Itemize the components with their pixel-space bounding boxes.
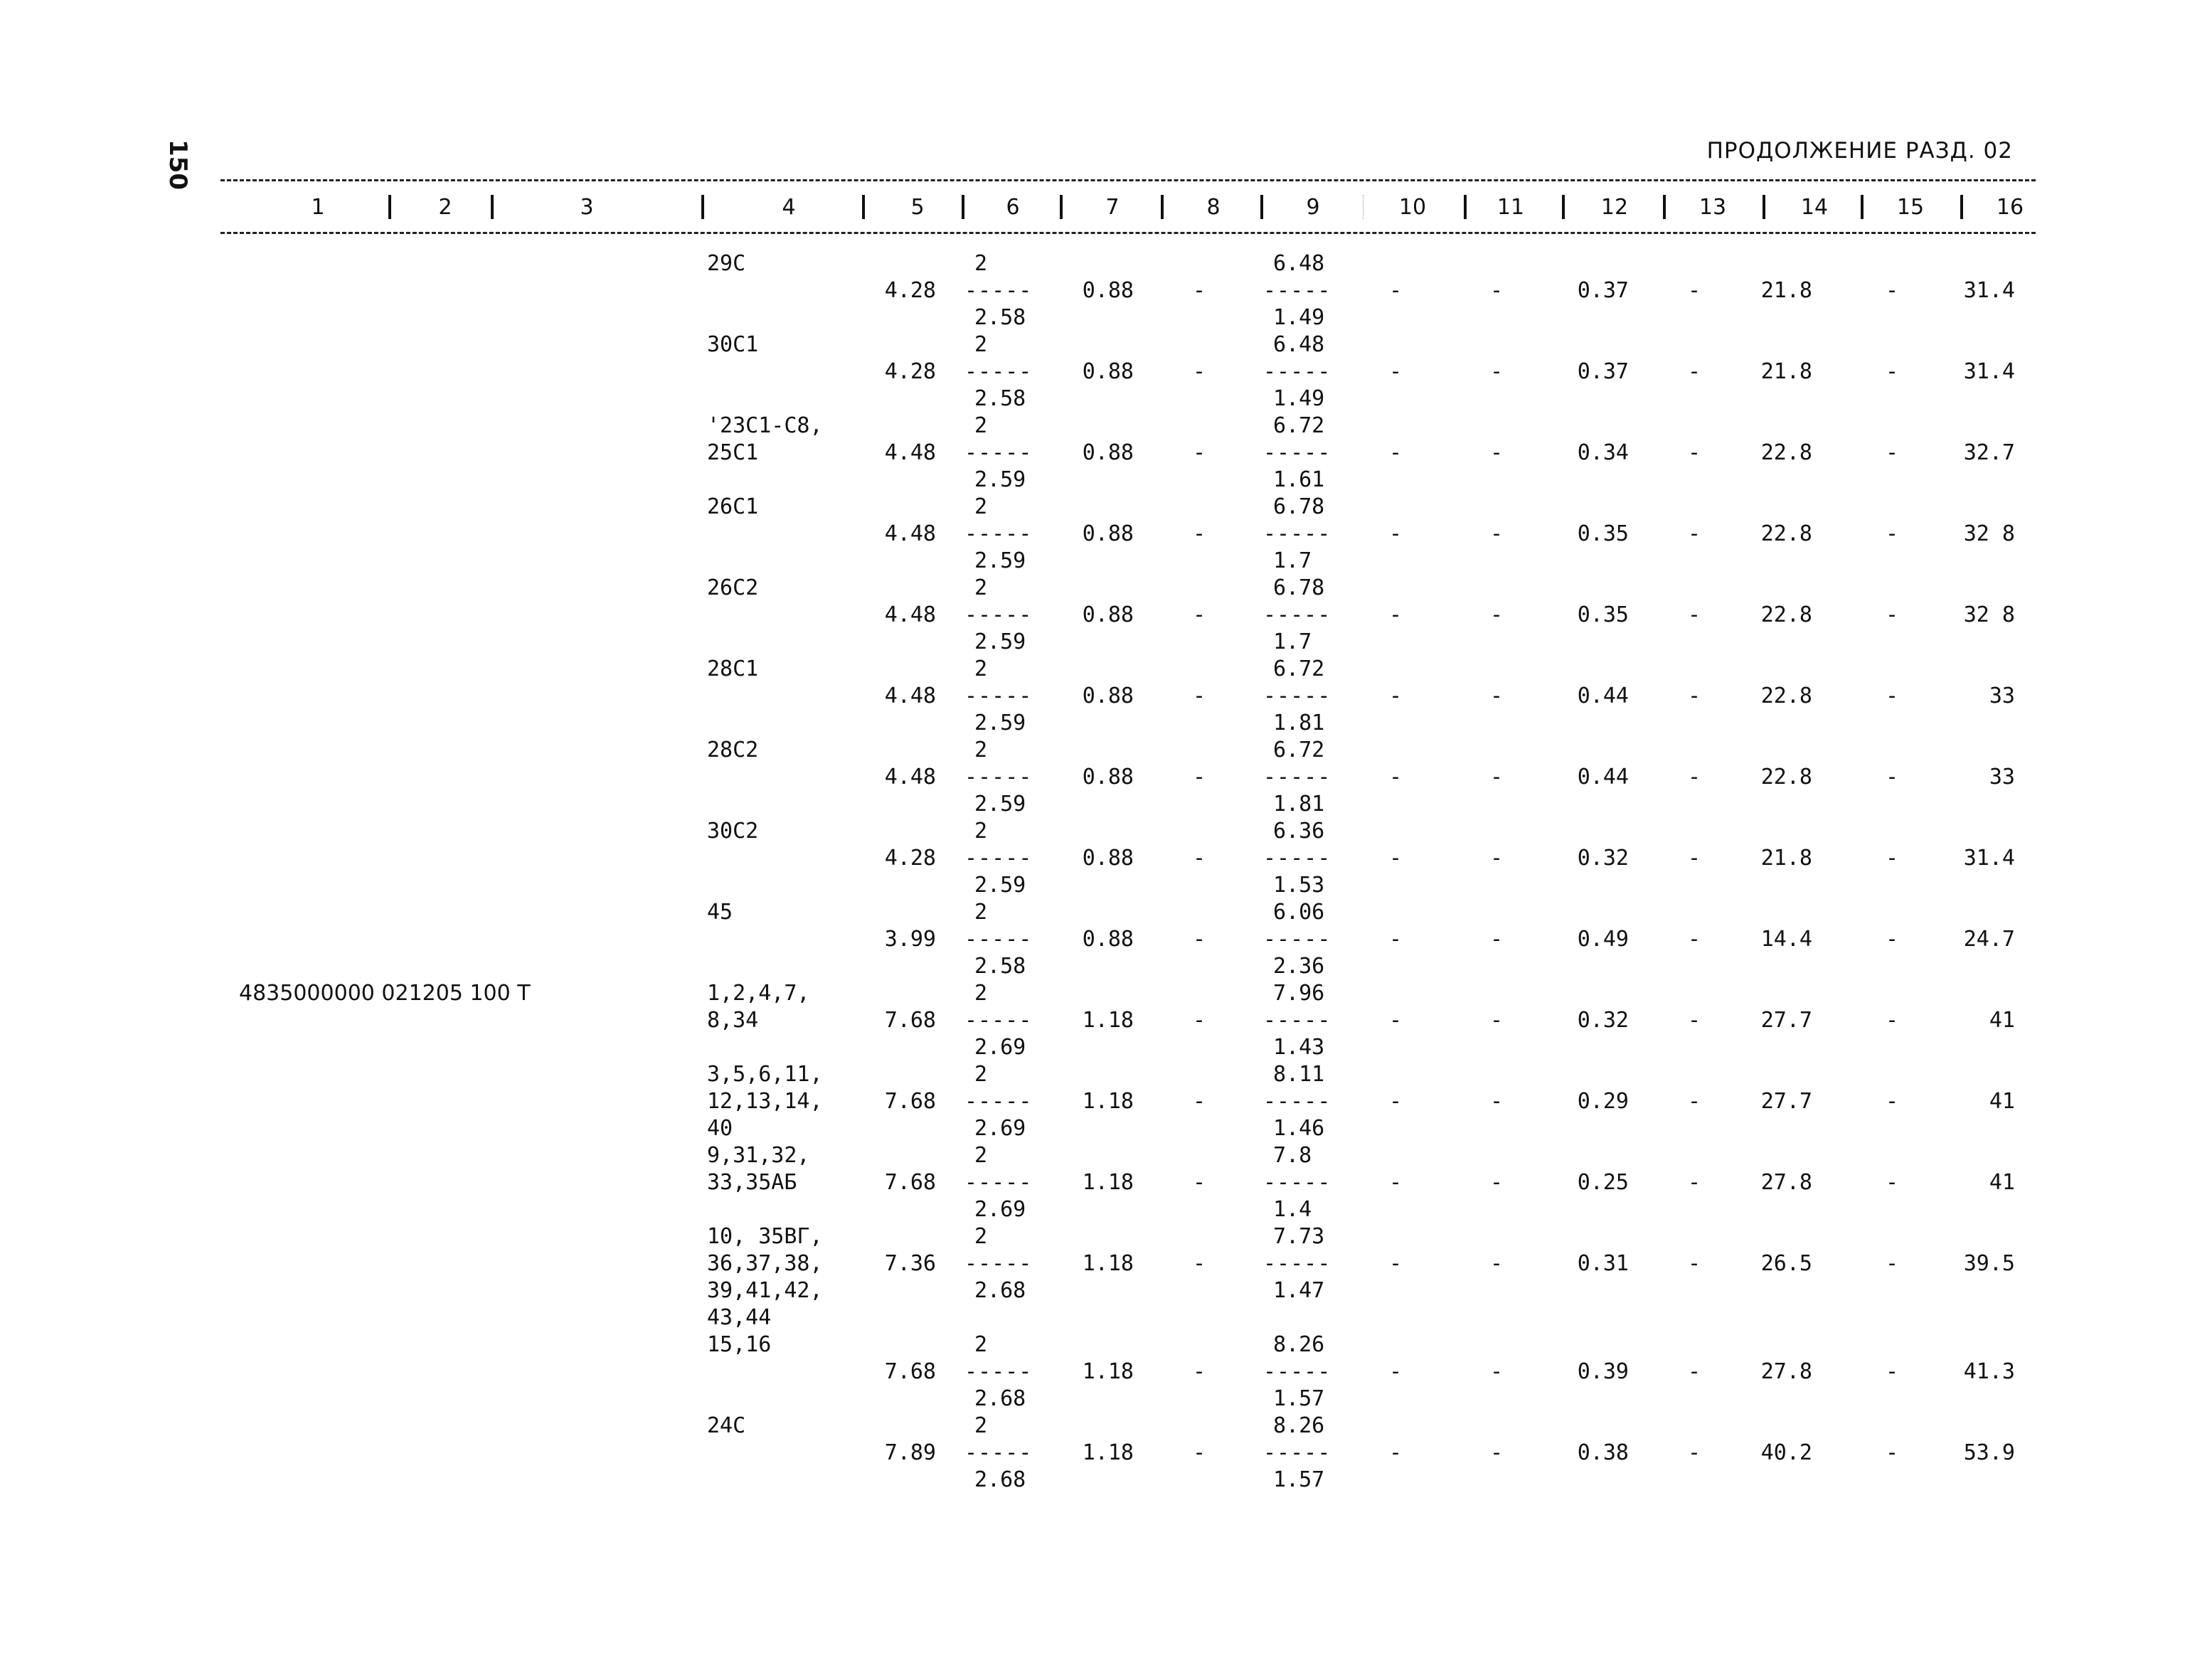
cell-c12: 0.37 — [1577, 278, 1629, 303]
cell-c10: - — [1388, 1089, 1403, 1114]
cell-c7: 0.88 — [1082, 927, 1134, 952]
cell-c10: - — [1388, 1008, 1403, 1033]
col9-numerator: 6.72 — [1273, 738, 1325, 762]
cell-c7: 0.88 — [1082, 440, 1134, 465]
cell-c12: 0.35 — [1577, 521, 1629, 546]
cell-c7: 0.88 — [1082, 846, 1134, 871]
col9-fraction-bar: ----- — [1263, 1170, 1331, 1195]
cell-c15: - — [1885, 1440, 1899, 1465]
col9-numerator: 6.72 — [1273, 656, 1325, 681]
cell-c7: 1.18 — [1082, 1170, 1134, 1195]
column-header-5: 5 — [910, 195, 925, 220]
cell-c16: 41 — [1989, 1008, 2015, 1033]
cell-c11: - — [1489, 846, 1504, 871]
cell-c14: 21.8 — [1760, 359, 1812, 384]
cell-c12: 0.29 — [1577, 1089, 1629, 1114]
cell-c15: - — [1885, 765, 1899, 790]
col9-denominator: 1.81 — [1273, 711, 1325, 735]
col9-denominator: 1.47 — [1273, 1278, 1325, 1303]
col6-denominator: 2.59 — [974, 711, 1026, 735]
cell-c7: 1.18 — [1082, 1008, 1134, 1033]
cell-c11: - — [1489, 765, 1504, 790]
cell-c12: 0.38 — [1577, 1440, 1629, 1465]
row-name: 8,34 — [707, 1008, 759, 1033]
cell-c10: - — [1388, 765, 1403, 790]
row-name: 3,5,6,11, — [707, 1062, 823, 1087]
row-name: 33,35АБ — [707, 1170, 797, 1195]
column-separator — [388, 195, 391, 219]
cell-c13: - — [1687, 278, 1701, 303]
col6-numerator: 2 — [974, 656, 988, 681]
cell-c5: 4.48 — [884, 602, 936, 627]
column-header-7: 7 — [1105, 195, 1120, 220]
cell-c14: 27.8 — [1760, 1170, 1812, 1195]
col6-numerator: 2 — [974, 332, 988, 357]
cell-c11: - — [1489, 278, 1504, 303]
cell-c8: - — [1192, 521, 1206, 546]
cell-c16: 41 — [1989, 1089, 2015, 1114]
cell-c8: - — [1192, 278, 1206, 303]
cell-c13: - — [1687, 1359, 1701, 1384]
header-rule-top — [220, 179, 2036, 181]
cell-c15: - — [1885, 1089, 1899, 1114]
cell-c14: 27.8 — [1760, 1359, 1812, 1384]
cell-c10: - — [1388, 1251, 1403, 1276]
col6-denominator: 2.59 — [974, 629, 1026, 654]
cell-c12: 0.39 — [1577, 1359, 1629, 1384]
cell-c7: 0.88 — [1082, 521, 1134, 546]
cell-c8: - — [1192, 1089, 1206, 1114]
cell-c5: 7.68 — [884, 1170, 936, 1195]
col6-denominator: 2.58 — [974, 305, 1026, 330]
col6-numerator: 2 — [974, 1224, 988, 1249]
cell-c15: - — [1885, 684, 1899, 708]
cell-c10: - — [1388, 602, 1403, 627]
cell-c16: 31.4 — [1963, 846, 2015, 871]
cell-c12: 0.25 — [1577, 1170, 1629, 1195]
cell-c11: - — [1489, 927, 1504, 952]
col6-denominator: 2.58 — [974, 386, 1026, 411]
col6-fraction-bar: ----- — [964, 1440, 1033, 1465]
cell-c11: - — [1489, 1089, 1504, 1114]
col6-fraction-bar: ----- — [964, 1089, 1033, 1114]
col6-fraction-bar: ----- — [964, 927, 1033, 952]
cell-c10: - — [1388, 846, 1403, 871]
cell-c16: 31.4 — [1963, 359, 2015, 384]
cell-c5: 4.28 — [884, 359, 936, 384]
cell-c12: 0.34 — [1577, 440, 1629, 465]
row-name: 25С1 — [707, 440, 759, 465]
col6-fraction-bar: ----- — [964, 684, 1033, 708]
col9-fraction-bar: ----- — [1263, 927, 1331, 952]
cell-c15: - — [1885, 1170, 1899, 1195]
col6-fraction-bar: ----- — [964, 1251, 1033, 1276]
cell-c15: - — [1885, 1008, 1899, 1033]
cell-c8: - — [1192, 440, 1206, 465]
col9-numerator: 6.36 — [1273, 819, 1325, 844]
row-name: 43,44 — [707, 1305, 772, 1330]
col6-numerator: 2 — [974, 819, 988, 844]
col6-numerator: 2 — [974, 494, 988, 519]
col9-fraction-bar: ----- — [1263, 765, 1331, 790]
col9-denominator: 1.57 — [1273, 1467, 1325, 1492]
col9-numerator: 6.78 — [1273, 575, 1325, 600]
col6-denominator: 2.69 — [974, 1035, 1026, 1060]
cell-c16: 32 8 — [1963, 602, 2015, 627]
column-separator — [1663, 195, 1666, 219]
cell-c14: 21.8 — [1760, 846, 1812, 871]
cell-c12: 0.44 — [1577, 684, 1629, 708]
cell-c16: 32.7 — [1963, 440, 2015, 465]
cell-c13: - — [1687, 765, 1701, 790]
cell-c14: 22.8 — [1760, 440, 1812, 465]
col9-denominator: 2.36 — [1273, 954, 1325, 979]
col6-denominator: 2.59 — [974, 548, 1026, 573]
cell-c5: 4.48 — [884, 765, 936, 790]
column-separator — [1763, 195, 1765, 219]
cell-c13: - — [1687, 521, 1701, 546]
col6-numerator: 2 — [974, 1332, 988, 1357]
cell-c16: 24.7 — [1963, 927, 2015, 952]
col6-denominator: 2.68 — [974, 1467, 1026, 1492]
cell-c10: - — [1388, 1359, 1403, 1384]
col9-fraction-bar: ----- — [1263, 1251, 1331, 1276]
cell-c15: - — [1885, 440, 1899, 465]
cell-c14: 22.8 — [1760, 684, 1812, 708]
col6-denominator: 2.69 — [974, 1197, 1026, 1222]
cell-c15: - — [1885, 1359, 1899, 1384]
cell-c5: 7.68 — [884, 1359, 936, 1384]
col6-fraction-bar: ----- — [964, 1359, 1033, 1384]
cell-c11: - — [1489, 602, 1504, 627]
cell-c5: 7.36 — [884, 1251, 936, 1276]
col9-numerator: 6.72 — [1273, 413, 1325, 438]
row-name: 1,2,4,7, — [707, 981, 810, 1006]
cell-c15: - — [1885, 927, 1899, 952]
cell-c14: 22.8 — [1760, 521, 1812, 546]
cell-c14: 26.5 — [1760, 1251, 1812, 1276]
col9-denominator: 1.4 — [1273, 1197, 1312, 1222]
cell-c16: 33 — [1989, 765, 2015, 790]
cell-c7: 0.88 — [1082, 278, 1134, 303]
cell-c11: - — [1489, 1008, 1504, 1033]
col9-denominator: 1.49 — [1273, 386, 1325, 411]
cell-c15: - — [1885, 359, 1899, 384]
column-separator — [1562, 195, 1565, 219]
col9-fraction-bar: ----- — [1263, 1440, 1331, 1465]
cell-c8: - — [1192, 1359, 1206, 1384]
col6-fraction-bar: ----- — [964, 1170, 1033, 1195]
row-name: 39,41,42, — [707, 1278, 823, 1303]
cell-c14: 27.7 — [1760, 1008, 1812, 1033]
col9-denominator: 1.43 — [1273, 1035, 1325, 1060]
column-header-6: 6 — [1006, 195, 1020, 220]
cell-c10: - — [1388, 927, 1403, 952]
col9-fraction-bar: ----- — [1263, 1089, 1331, 1114]
cell-c15: - — [1885, 1251, 1899, 1276]
row-name: 10, 35ВГ, — [707, 1224, 823, 1249]
row-name: 36,37,38, — [707, 1251, 823, 1276]
col9-denominator: 1.81 — [1273, 792, 1325, 817]
col9-numerator: 7.73 — [1273, 1224, 1325, 1249]
cell-c13: - — [1687, 440, 1701, 465]
row-name: 40 — [707, 1116, 733, 1141]
col6-fraction-bar: ----- — [964, 440, 1033, 465]
cell-c11: - — [1489, 359, 1504, 384]
cell-c16: 33 — [1989, 684, 2015, 708]
cell-c16: 53.9 — [1963, 1440, 2015, 1465]
col9-fraction-bar: ----- — [1263, 1008, 1331, 1033]
cell-c10: - — [1388, 521, 1403, 546]
cell-c8: - — [1192, 765, 1206, 790]
cell-c12: 0.37 — [1577, 359, 1629, 384]
cell-c10: - — [1388, 684, 1403, 708]
cell-c10: - — [1388, 1440, 1403, 1465]
row-name: 28С2 — [707, 738, 759, 762]
cell-c7: 0.88 — [1082, 765, 1134, 790]
col6-denominator: 2.59 — [974, 467, 1026, 492]
cell-c14: 22.8 — [1760, 765, 1812, 790]
col9-numerator: 7.8 — [1273, 1143, 1312, 1168]
col9-fraction-bar: ----- — [1263, 521, 1331, 546]
cell-c16: 41.3 — [1963, 1359, 2015, 1384]
page-number: 150 — [164, 139, 192, 190]
col9-denominator: 1.53 — [1273, 873, 1325, 898]
cell-c14: 21.8 — [1760, 278, 1812, 303]
cell-c5: 4.48 — [884, 684, 936, 708]
cell-c14: 40.2 — [1760, 1440, 1812, 1465]
cell-c16: 41 — [1989, 1170, 2015, 1195]
col9-fraction-bar: ----- — [1263, 602, 1331, 627]
column-header-1: 1 — [311, 195, 325, 220]
row-name: 29С — [707, 251, 746, 276]
col9-numerator: 6.48 — [1273, 332, 1325, 357]
col9-fraction-bar: ----- — [1263, 684, 1331, 708]
row-name: 26С2 — [707, 575, 759, 600]
col6-fraction-bar: ----- — [964, 521, 1033, 546]
column-separator — [862, 195, 865, 219]
cell-c8: - — [1192, 1008, 1206, 1033]
cell-c15: - — [1885, 846, 1899, 871]
col6-denominator: 2.59 — [974, 792, 1026, 817]
column-header-14: 14 — [1800, 195, 1829, 220]
column-header-12: 12 — [1600, 195, 1629, 220]
column-header-8: 8 — [1206, 195, 1221, 220]
col9-denominator: 1.7 — [1273, 629, 1312, 654]
cell-c13: - — [1687, 684, 1701, 708]
col9-denominator: 1.57 — [1273, 1386, 1325, 1411]
cell-c13: - — [1687, 602, 1701, 627]
cell-c8: - — [1192, 1251, 1206, 1276]
cell-c5: 4.48 — [884, 521, 936, 546]
column-header-16: 16 — [1996, 195, 2024, 220]
cell-c8: - — [1192, 846, 1206, 871]
cell-c12: 0.32 — [1577, 1008, 1629, 1033]
cell-c5: 7.68 — [884, 1089, 936, 1114]
cell-c13: - — [1687, 1440, 1701, 1465]
col6-numerator: 2 — [974, 900, 988, 925]
cell-c12: 0.35 — [1577, 602, 1629, 627]
header-rule-bottom — [220, 232, 2036, 234]
cell-c5: 4.28 — [884, 278, 936, 303]
section-title: ПРОДОЛЖЕНИЕ РАЗД. 02 — [1706, 138, 2013, 164]
cell-c11: - — [1489, 1170, 1504, 1195]
row-name: 28С1 — [707, 656, 759, 681]
cell-c15: - — [1885, 602, 1899, 627]
col9-denominator: 1.46 — [1273, 1116, 1325, 1141]
row-name: '23С1-С8, — [707, 413, 823, 438]
cell-c15: - — [1885, 521, 1899, 546]
row-name: 45 — [707, 900, 733, 925]
col6-denominator: 2.68 — [974, 1386, 1026, 1411]
cell-c7: 1.18 — [1082, 1089, 1134, 1114]
row-name: 12,13,14, — [707, 1089, 823, 1114]
col9-fraction-bar: ----- — [1263, 1359, 1331, 1384]
column-header-4: 4 — [782, 195, 796, 220]
cell-c8: - — [1192, 927, 1206, 952]
cell-c14: 14.4 — [1760, 927, 1812, 952]
column-separator — [1161, 195, 1164, 219]
col6-numerator: 2 — [974, 251, 988, 276]
column-separator — [1060, 195, 1063, 219]
cell-c5: 3.99 — [884, 927, 936, 952]
col6-numerator: 2 — [974, 981, 988, 1006]
cell-c7: 1.18 — [1082, 1440, 1134, 1465]
cell-c10: - — [1388, 359, 1403, 384]
cell-c11: - — [1489, 1359, 1504, 1384]
col9-numerator: 6.48 — [1273, 251, 1325, 276]
col9-numerator: 8.26 — [1273, 1413, 1325, 1438]
row-name: 15,16 — [707, 1332, 772, 1357]
group-label: 4835000000 021205 100 Т — [239, 981, 531, 1006]
column-header-9: 9 — [1306, 195, 1320, 220]
cell-c13: - — [1687, 1089, 1701, 1114]
cell-c16: 32 8 — [1963, 521, 2015, 546]
col6-fraction-bar: ----- — [964, 765, 1033, 790]
cell-c8: - — [1192, 1170, 1206, 1195]
cell-c15: - — [1885, 278, 1899, 303]
col9-denominator: 1.61 — [1273, 467, 1325, 492]
col9-denominator: 1.7 — [1273, 548, 1312, 573]
column-separator — [1464, 195, 1467, 219]
cell-c11: - — [1489, 440, 1504, 465]
cell-c13: - — [1687, 1170, 1701, 1195]
cell-c13: - — [1687, 927, 1701, 952]
cell-c11: - — [1489, 1251, 1504, 1276]
cell-c8: - — [1192, 684, 1206, 708]
column-header-15: 15 — [1896, 195, 1925, 220]
cell-c7: 1.18 — [1082, 1359, 1134, 1384]
cell-c13: - — [1687, 359, 1701, 384]
col6-numerator: 2 — [974, 413, 988, 438]
column-header-10: 10 — [1398, 195, 1427, 220]
cell-c12: 0.44 — [1577, 765, 1629, 790]
col6-denominator: 2.68 — [974, 1278, 1026, 1303]
cell-c10: - — [1388, 278, 1403, 303]
col9-fraction-bar: ----- — [1263, 278, 1331, 303]
cell-c11: - — [1489, 1440, 1504, 1465]
cell-c12: 0.49 — [1577, 927, 1629, 952]
cell-c8: - — [1192, 1440, 1206, 1465]
cell-c5: 4.48 — [884, 440, 936, 465]
col6-denominator: 2.69 — [974, 1116, 1026, 1141]
col9-numerator: 6.78 — [1273, 494, 1325, 519]
col9-fraction-bar: ----- — [1263, 440, 1331, 465]
col6-fraction-bar: ----- — [964, 846, 1033, 871]
cell-c16: 31.4 — [1963, 278, 2015, 303]
cell-c8: - — [1192, 602, 1206, 627]
col9-numerator: 7.96 — [1273, 981, 1325, 1006]
cell-c8: - — [1192, 359, 1206, 384]
cell-c11: - — [1489, 684, 1504, 708]
col6-numerator: 2 — [974, 575, 988, 600]
column-separator — [491, 195, 494, 219]
column-header-11: 11 — [1496, 195, 1525, 220]
col9-numerator: 8.11 — [1273, 1062, 1325, 1087]
col9-fraction-bar: ----- — [1263, 359, 1331, 384]
col6-fraction-bar: ----- — [964, 1008, 1033, 1033]
row-name: 30С2 — [707, 819, 759, 844]
cell-c7: 1.18 — [1082, 1251, 1134, 1276]
col6-numerator: 2 — [974, 1143, 988, 1168]
row-name: 30С1 — [707, 332, 759, 357]
cell-c7: 0.88 — [1082, 359, 1134, 384]
col6-fraction-bar: ----- — [964, 359, 1033, 384]
column-header-3: 3 — [580, 195, 594, 220]
cell-c12: 0.31 — [1577, 1251, 1629, 1276]
cell-c10: - — [1388, 1170, 1403, 1195]
col9-fraction-bar: ----- — [1263, 846, 1331, 871]
cell-c11: - — [1489, 521, 1504, 546]
column-header-2: 2 — [438, 195, 452, 220]
cell-c5: 4.28 — [884, 846, 936, 871]
cell-c13: - — [1687, 1008, 1701, 1033]
col6-numerator: 2 — [974, 1062, 988, 1087]
column-separator — [701, 195, 704, 219]
col9-numerator: 6.06 — [1273, 900, 1325, 925]
col6-numerator: 2 — [974, 738, 988, 762]
column-header-13: 13 — [1698, 195, 1727, 220]
row-name: 26С1 — [707, 494, 759, 519]
col9-denominator: 1.49 — [1273, 305, 1325, 330]
column-separator — [962, 195, 964, 219]
col6-fraction-bar: ----- — [964, 602, 1033, 627]
col6-numerator: 2 — [974, 1413, 988, 1438]
row-name: 24С — [707, 1413, 746, 1438]
cell-c16: 39.5 — [1963, 1251, 2015, 1276]
cell-c5: 7.68 — [884, 1008, 936, 1033]
cell-c7: 0.88 — [1082, 602, 1134, 627]
row-name: 9,31,32, — [707, 1143, 810, 1168]
col6-fraction-bar: ----- — [964, 278, 1033, 303]
cell-c13: - — [1687, 846, 1701, 871]
col6-denominator: 2.58 — [974, 954, 1026, 979]
cell-c7: 0.88 — [1082, 684, 1134, 708]
cell-c5: 7.89 — [884, 1440, 936, 1465]
cell-c14: 27.7 — [1760, 1089, 1812, 1114]
column-separator — [1861, 195, 1864, 219]
column-separator — [1960, 195, 1963, 219]
cell-c10: - — [1388, 440, 1403, 465]
col9-numerator: 8.26 — [1273, 1332, 1325, 1357]
cell-c12: 0.32 — [1577, 846, 1629, 871]
column-separator — [1260, 195, 1263, 219]
cell-c14: 22.8 — [1760, 602, 1812, 627]
col6-denominator: 2.59 — [974, 873, 1026, 898]
cell-c13: - — [1687, 1251, 1701, 1276]
